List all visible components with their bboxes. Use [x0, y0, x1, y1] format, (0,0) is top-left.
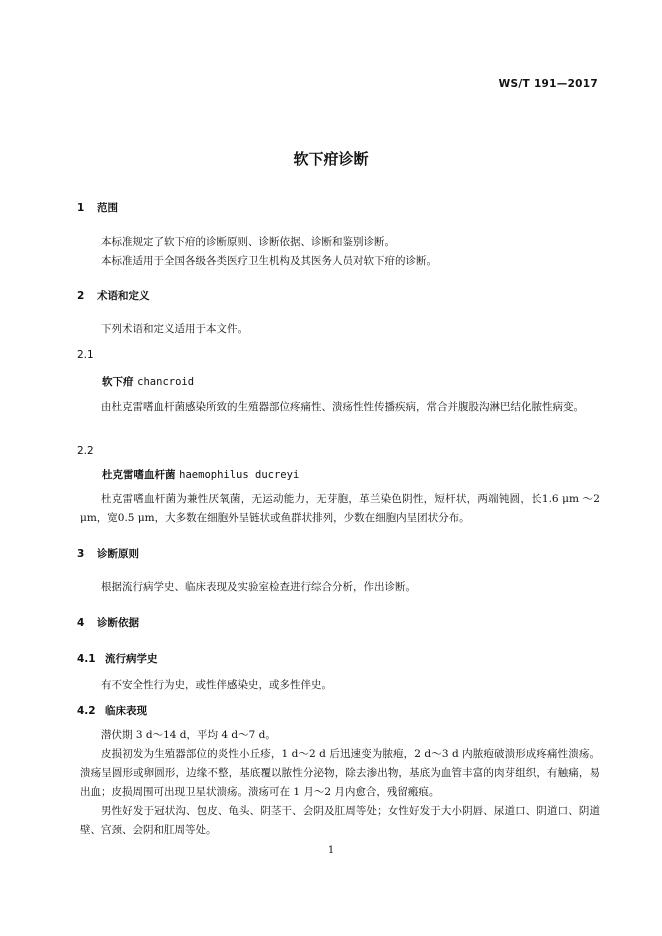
paragraph: 本标准适用于全国各级各类医疗卫生机构及其医务人员对软下疳的诊断。: [101, 255, 437, 267]
term-entry: [102, 467, 299, 482]
clause-number: 2.1: [77, 349, 94, 361]
subsection-4-1-heading: [77, 651, 158, 666]
section-title: 诊断原则: [97, 548, 139, 560]
term-en: chancroid: [137, 376, 195, 388]
clause-number: 2.2: [77, 445, 94, 457]
term-definition: 由杜克雷嗜血杆菌感染所致的生殖器部位疼痛性、溃疡性性传播疾病，常合并腹股沟淋巴结化脓性病变。: [101, 401, 584, 413]
document-title: 软下疳诊断: [293, 150, 369, 168]
term-en: haemophilus ducreyi: [179, 469, 300, 481]
subsection-4-2-heading: [77, 703, 147, 718]
subsection-number: 4.2: [77, 705, 96, 717]
subsection-title: 流行病学史: [105, 653, 158, 665]
section-4-heading: [77, 615, 139, 630]
section-number: 4: [77, 617, 85, 629]
paragraph: 根据流行病学史、临床表现及实验室检查进行综合分析，作出诊断。: [101, 581, 416, 593]
section-number: 1: [77, 202, 85, 214]
section-title: 术语和定义: [97, 290, 150, 302]
term-zh: 杜克雷嗜血杆菌: [102, 469, 176, 481]
term-definition: 杜克雷嗜血杆菌为兼性厌氧菌，无运动能力，无芽胞，革兰染色阴性，短杆状，两端钝圆，长1.6 μm ～2 μm，宽0.5 μm，大多数在细胞外呈链状或鱼群状排列，少数在细胞内呈团状分布。: [80, 493, 600, 524]
subsection-number: 4.1: [77, 653, 96, 665]
paragraph: 男性好发于冠状沟、包皮、龟头、阴茎干、会阴及肛周等处；女性好发于大小阴唇、尿道口、阴道口、阴道壁、宫颈、会阴和肛周等处。: [80, 805, 600, 836]
paragraph: 潜伏期 3 d～14 d，平均 4 d～7 d。: [101, 729, 276, 741]
paragraph: 有不安全性行为史，或性伴感染史，或多性伴史。: [101, 679, 332, 691]
paragraph: 下列术语和定义适用于本文件。: [101, 323, 248, 335]
section-number: 3: [77, 548, 85, 560]
section-number: 2: [77, 290, 85, 302]
term-zh: 软下疳: [102, 376, 134, 388]
section-1-heading: [77, 200, 118, 215]
section-title: 诊断依据: [97, 617, 139, 629]
term-entry: [102, 374, 194, 389]
section-title: 范围: [97, 202, 118, 214]
page-number: 1: [327, 845, 335, 856]
standard-code: WS/T 191—2017: [498, 78, 598, 90]
paragraph: 皮损初发为生殖器部位的炎性小丘疹，1 d～2 d 后迅速变为脓疱，2 d～3 d 内脓疱破溃形成疼痛性溃疡。溃疡呈圆形或卵圆形，边缘不整，基底覆以脓性分泌物，除去渗出物，基底为血管丰富的肉芽组织，有触痛，易出血；皮损周围可出现卫星状溃疡。溃疡可在 1 月～2 月内愈合，残留瘢痕。: [80, 748, 600, 798]
section-3-heading: [77, 546, 139, 561]
paragraph: 本标准规定了软下疳的诊断原则、诊断依据、诊断和鉴别诊断。: [101, 236, 395, 248]
section-2-heading: [77, 288, 150, 303]
subsection-title: 临床表现: [105, 705, 147, 717]
